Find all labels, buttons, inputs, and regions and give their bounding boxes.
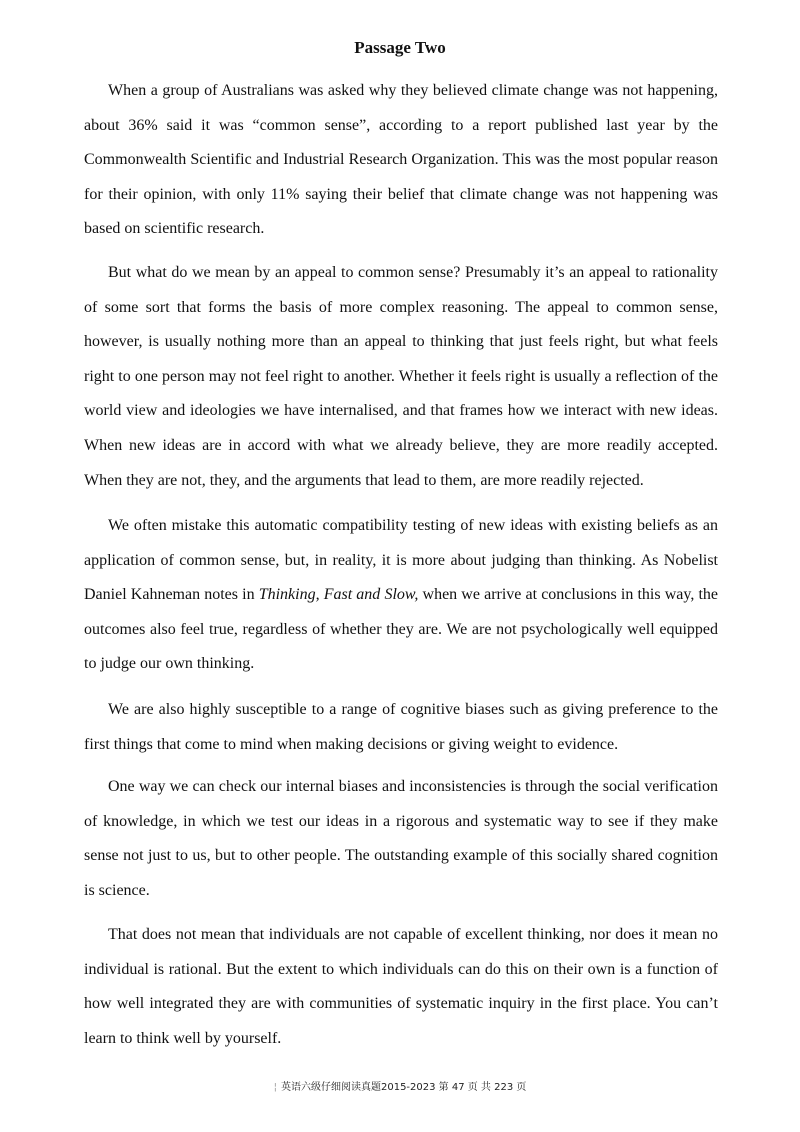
- paragraph-6: That does not mean that individuals are not capable of excellent thinking, nor does it mean no individual is rational. But the extent to which individuals can do this on their own is a function of how well integrated they are with communities of systematic inquiry in the first place. You can’t learn to think well by yourself.: [84, 926, 718, 1047]
- paragraph-3-text-before: We often mistake this automatic compatibility testing of new ideas with existing beliefs as an application of common sense, but, in reality, it is more about judging than thinking. As Nobelist Daniel Kahneman notes in: [84, 517, 718, 604]
- paragraph-1: When a group of Australians was asked why they believed climate change was not happening, about 36% said it was “common sense”, according to a report published last year by the Commonwealth Scientific and Industrial Research Organization. This was the most popular reason for their opinion, with only 11% saying their belief that climate change was not happening was based on scientific research.: [84, 82, 718, 238]
- book-title: Thinking, Fast and Slow,: [258, 586, 419, 604]
- passage-title: Passage Two: [354, 38, 446, 57]
- paragraph-3-text-after: when we arrive at conclusions in this way, the outcomes also feel true, regardless of whether they are. We are not psychologically well equipped to judge our own thinking.: [84, 586, 719, 673]
- paragraph-5: One way we can check our internal biases and inconsistencies is through the social verification of knowledge, in which we test our ideas in a rigorous and systematic way to see if they make sense not just to us, but to other people. The outstanding example of this socially shared cognition is science.: [84, 778, 718, 899]
- paragraph-2: But what do we mean by an appeal to common sense? Presumably it’s an appeal to rationality of some sort that forms the basis of more complex reasoning. The appeal to common sense, however, is usually nothing more than an appeal to thinking that just feels right, but what feels right to one person may not feel right to another. Whether it feels right is usually a reflection of the world view and ideologies we have internalised, and that frames how we interact with new ideas. When new ideas are in accord with what we already believe, they are more readily accepted. When they are not, they, and the arguments that lead to them, are more readily rejected.: [84, 264, 718, 489]
- paragraph-3: [84, 509, 718, 682]
- footer-page-info: 英语六级仔细阅读真题2015-2023 第 47 页 共 223 页: [280, 1082, 527, 1093]
- page-footer: [0, 1081, 800, 1095]
- footer-mark: ¦: [273, 1082, 277, 1093]
- paragraph-4: We are also highly susceptible to a range of cognitive biases such as giving preference to the first things that come to mind when making decisions or giving weight to evidence.: [84, 701, 718, 753]
